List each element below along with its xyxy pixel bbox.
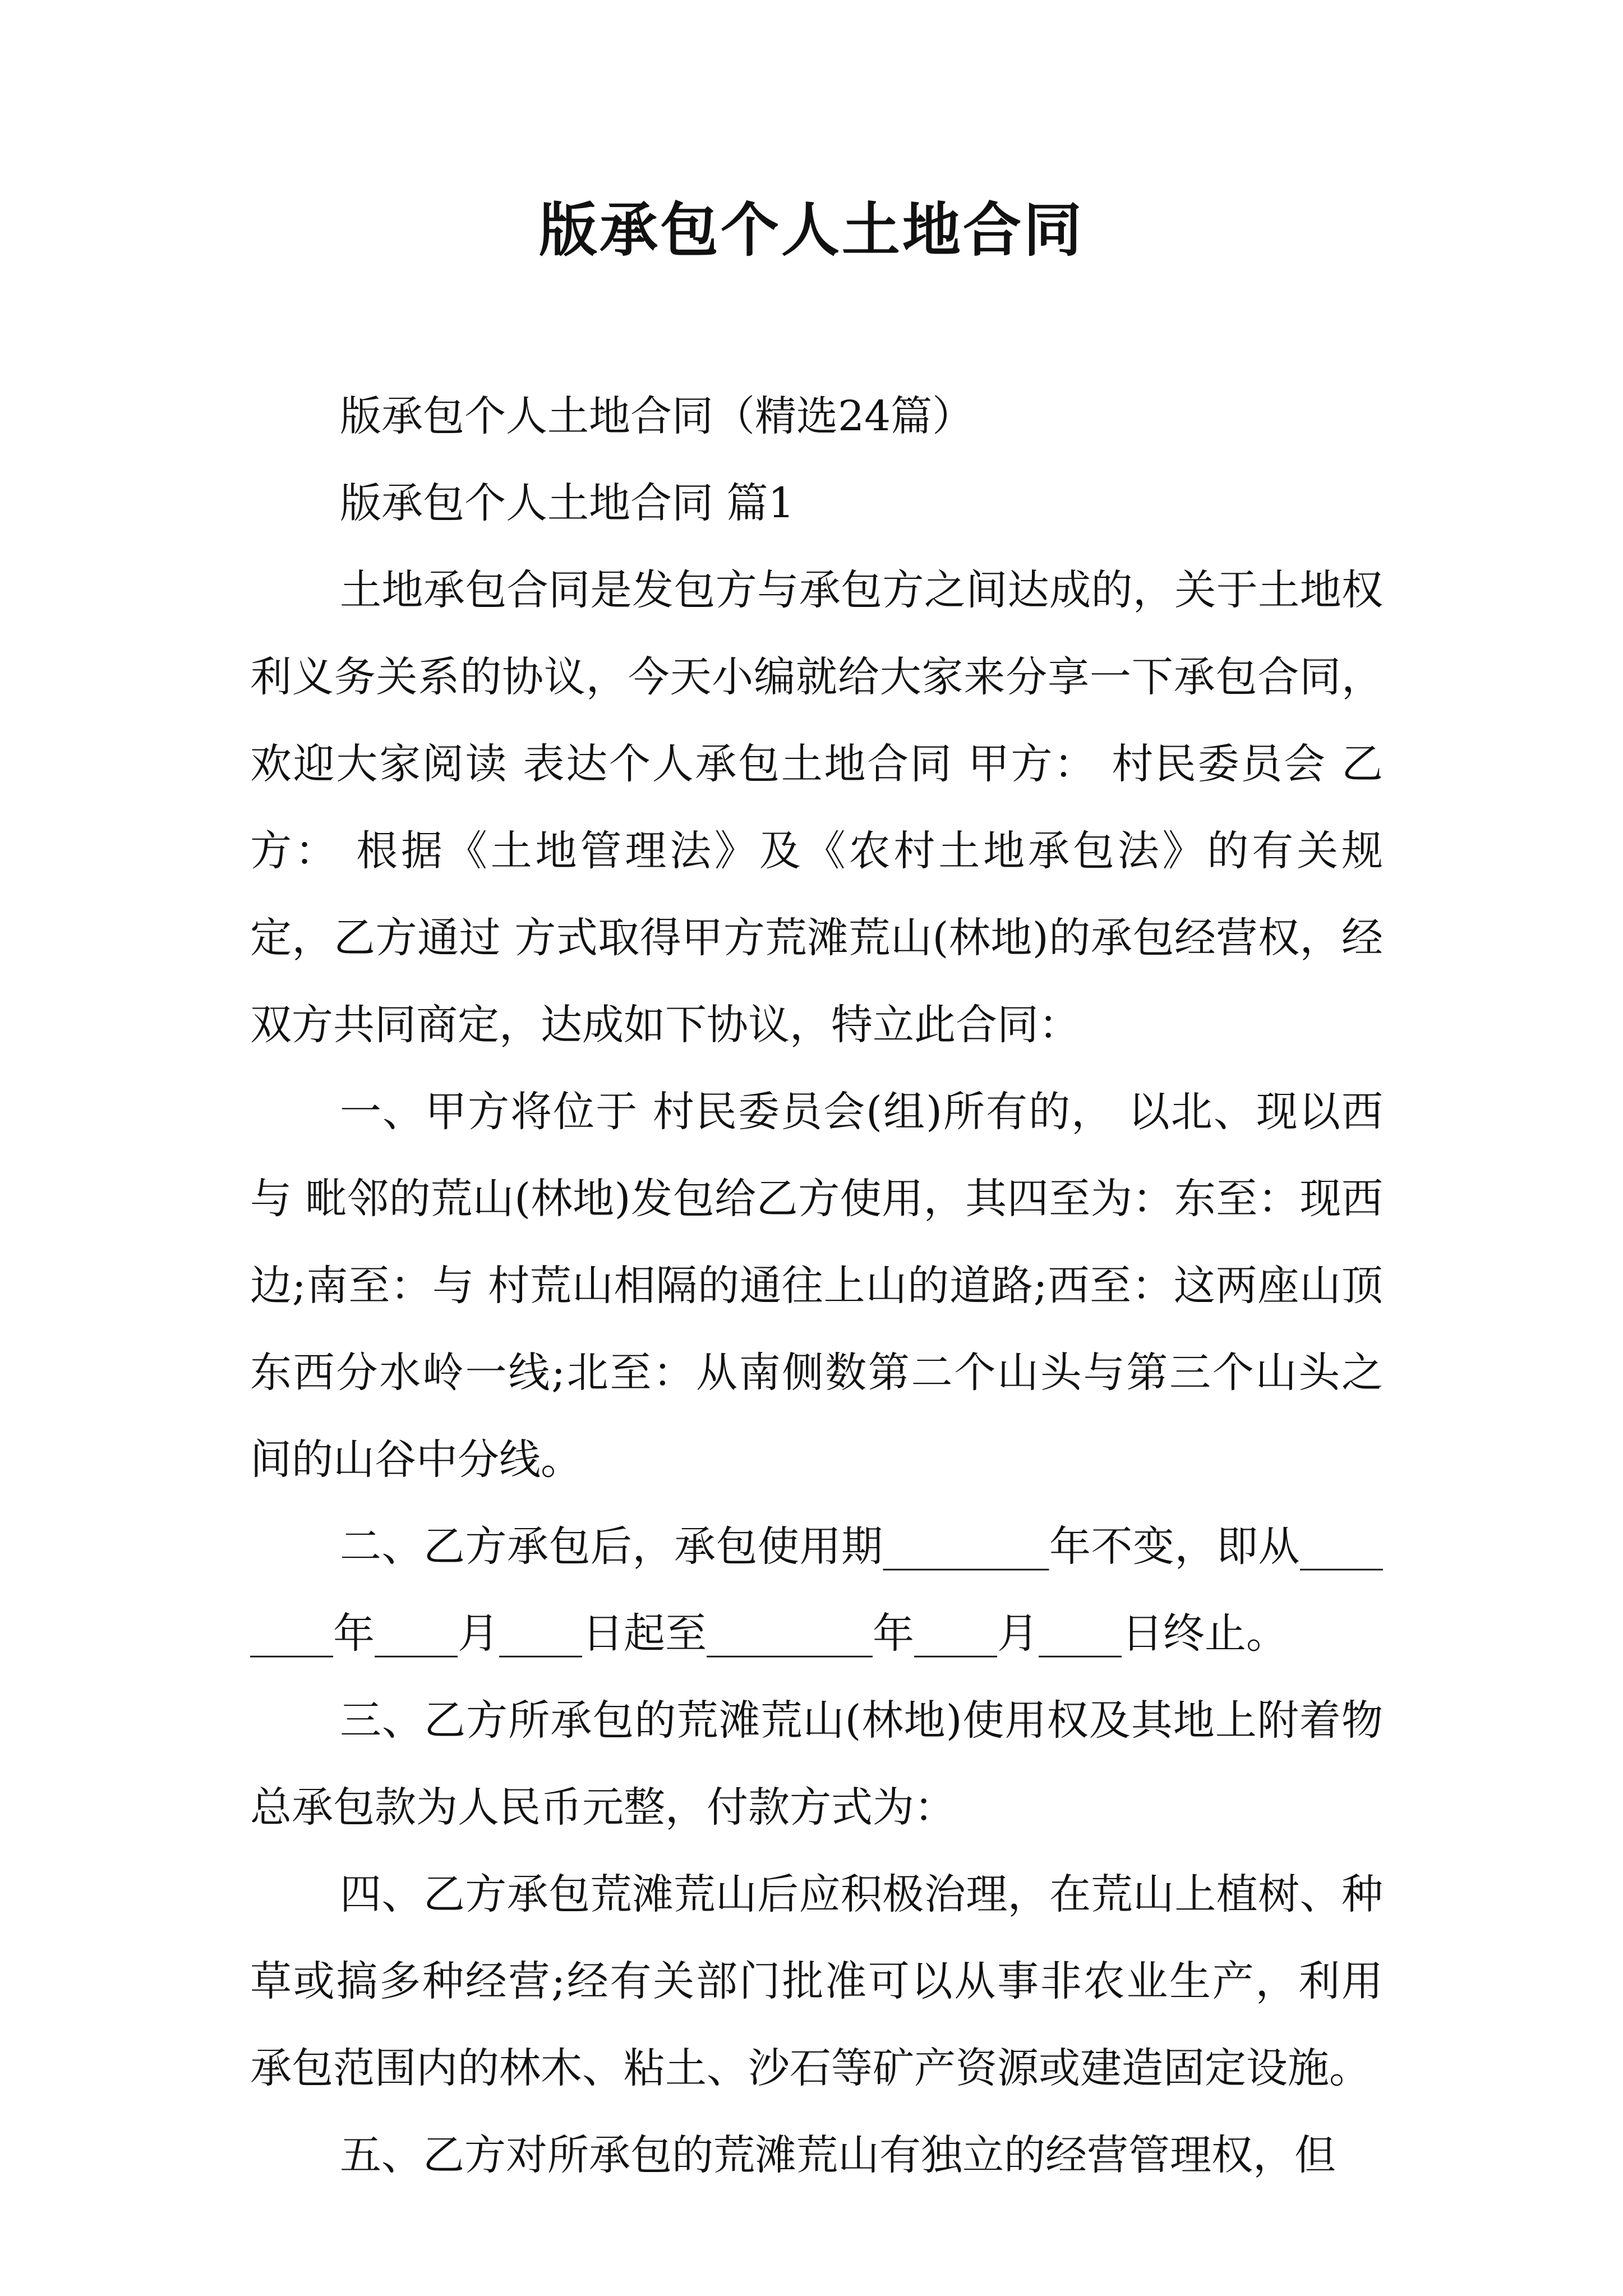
paragraph-subtitle: 版承包个人土地合同（精选24篇） [340,392,974,440]
paragraph-clause-5: 五、乙方对所承包的荒滩荒山有独立的经营管理权，但 [340,2131,1336,2179]
paragraph-intro: 土地承包合同是发包方与承包方之间达成的，关于土地权利义务关系的协议，今天小编就给大家来分享一下承包合同，欢迎大家阅读 表达个人承包土地合同 甲方： 村民委员会 乙方： 根据《土地管理法》及《农村土地承包法》的有关规定，乙方通过 方式取得甲方荒滩荒山(林地)的承包经营权，经双方共同商定，达成如下协议，特立此合同： [250,566,1383,1049]
paragraph-clause-4: 四、乙方承包荒滩荒山后应积极治理，在荒山上植树、种草或搞多种经营;经有关部门批准可以从事非农业生产，利用承包范围内的林木、粘土、沙石等矿产资源或建造固定设施。 [250,1870,1383,2092]
document-title: 版承包个人土地合同 [538,195,1084,264]
paragraph-clause-2: 二、乙方承包后，承包使用期________年不变，即从________年____月____日起至________年____月____日终止。 [250,1522,1383,1658]
document-body [250,373,1383,2199]
paragraph-clause-3: 三、乙方所承包的荒滩荒山(林地)使用权及其地上附着物总承包款为人民币元整，付款方式为： [250,1696,1383,1832]
paragraph-clause-1: 一、甲方将位于 村民委员会(组)所有的， 以北、现以西与 毗邻的荒山(林地)发包给乙方使用，其四至为：东至：现西边;南至：与 村荒山相隔的通往上山的道路;西至：这两座山顶东西分水岭一线;北至：从南侧数第二个山头与第三个山头之间的山谷中分线。 [250,1088,1383,1484]
paragraph-section-heading: 版承包个人土地合同 篇1 [340,479,795,527]
